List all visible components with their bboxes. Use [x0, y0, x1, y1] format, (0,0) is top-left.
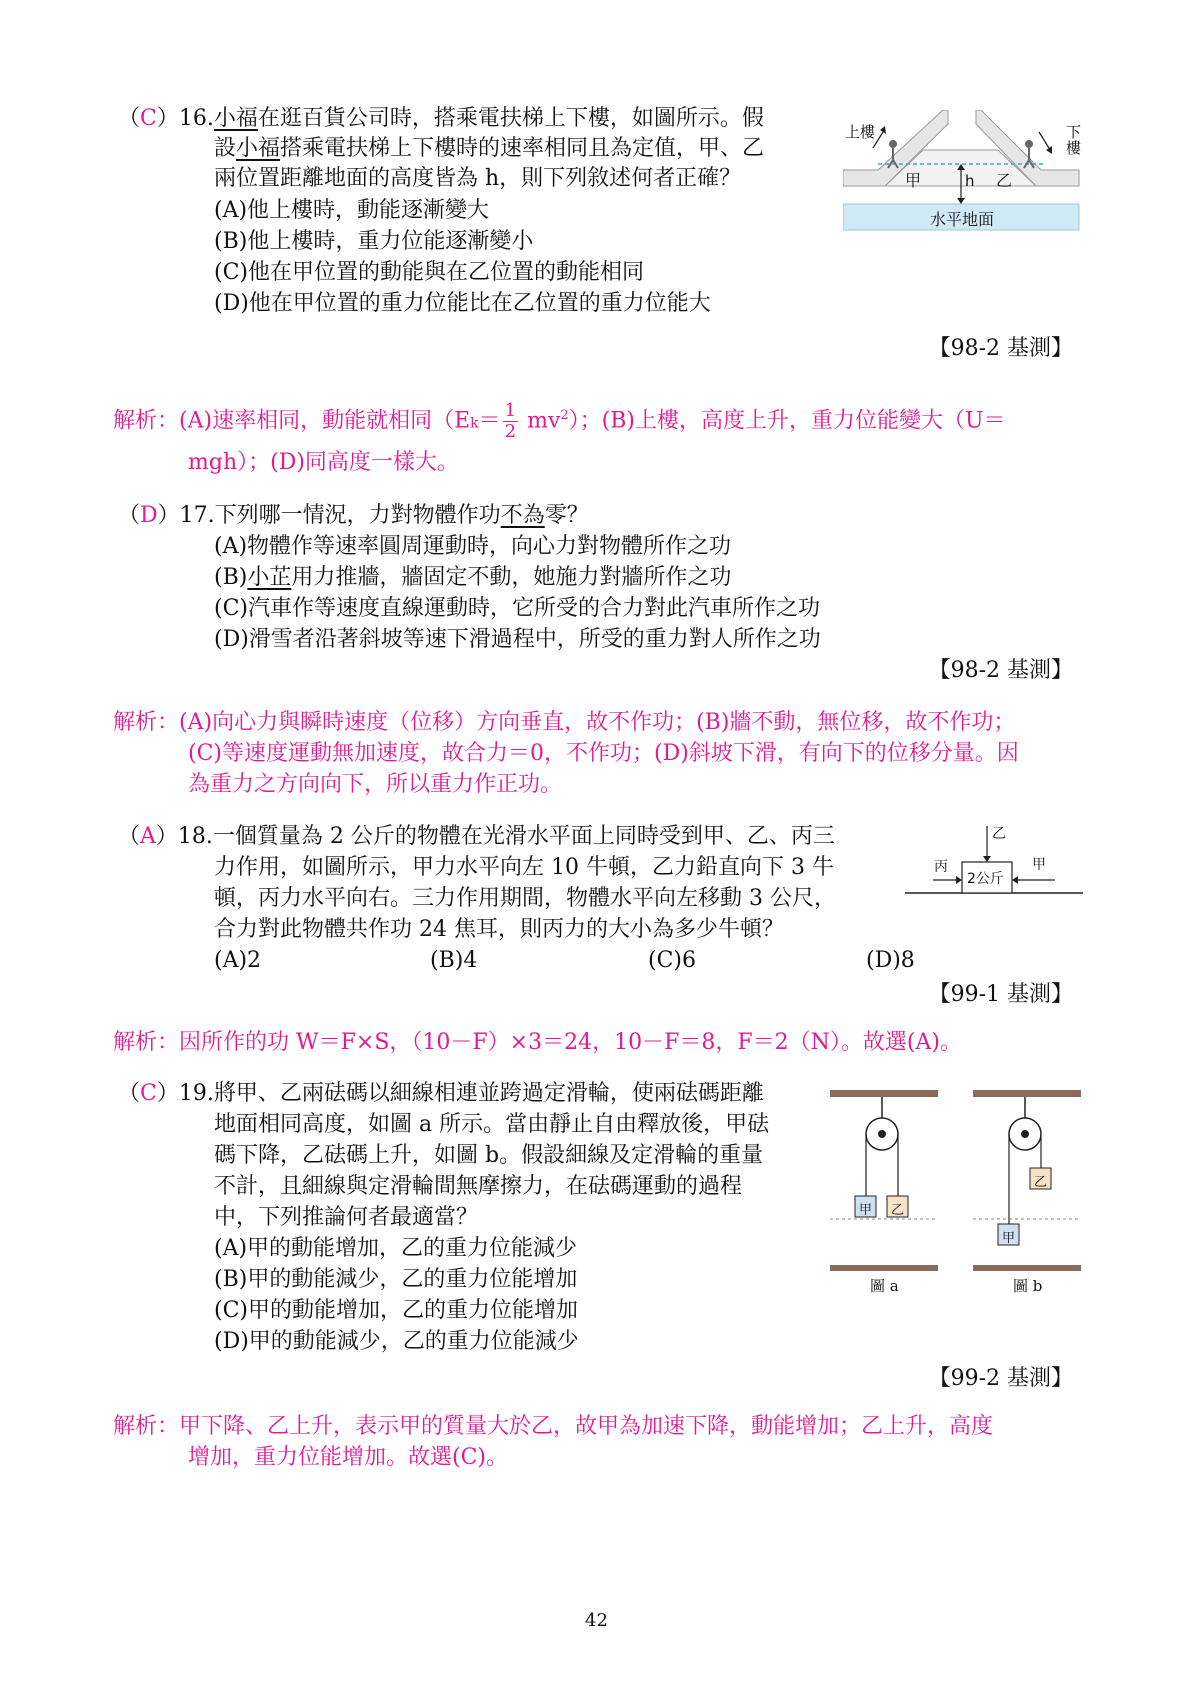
q19-fig-b-yi: 乙 — [1034, 1175, 1048, 1190]
q17-option-d: (D)滑雪者沿著斜坡等速下滑過程中，所受的重力對人所作之功 — [214, 627, 821, 652]
q18-option-d: (D)8 — [866, 948, 915, 973]
q18-option-b: (B)4 — [430, 948, 478, 973]
q18-analysis: 解析：因所作的功 W＝F×S，（10－F）×3＝24，10－F＝8，F＝2（N）。故選(A)。 — [113, 1030, 962, 1055]
q16-answer: C — [140, 106, 157, 131]
q16-fig-ground: 水平地面 — [930, 210, 995, 229]
q16-option-c: (C)他在甲位置的動能與在乙位置的動能相同 — [214, 260, 645, 285]
q16-name: 小福 — [213, 106, 258, 131]
q19-fig-a-yi: 乙 — [891, 1203, 905, 1218]
q17-answer: D — [140, 503, 158, 528]
q19-analysis-line2: 增加，重力位能增加。故選(C)。 — [188, 1445, 508, 1470]
q16-option-b: (B)他上樓時，重力位能逐漸變小 — [214, 229, 534, 254]
q19-stem-line1: （C）19.將甲、乙兩砝碼以細線相連並跨過定滑輪，使兩砝碼距離 — [118, 1081, 764, 1106]
q18-stem-line1: （A）18.一個質量為 2 公斤的物體在光滑水平面上同時受到甲、乙、丙三 — [118, 824, 835, 849]
q16-source: 【98-2 基測】 — [928, 336, 1073, 361]
q19-option-c: (C)甲的動能增加，乙的重力位能增加 — [214, 1298, 579, 1323]
q17-option-c: (C)汽車作等速度直線運動時，它所受的合力對此汽車所作之功 — [214, 596, 821, 621]
q19-option-d: (D)甲的動能減少，乙的重力位能減少 — [214, 1329, 579, 1354]
ceiling-a — [830, 1090, 938, 1097]
q16-number: 16. — [178, 106, 214, 131]
q18-option-a: (A)2 — [214, 948, 262, 973]
q16-up-label: 上樓 — [845, 123, 876, 141]
q18-answer: A — [140, 824, 156, 849]
q17-analysis-line1: 解析：(A)向心力與瞬時速度（位移）方向垂直，故不作功；(B)牆不動，無位移，故不作功； — [113, 710, 1016, 735]
q19-stem-line2: 地面相同高度，如圖 a 所示。當由靜止自由釋放後，甲砝 — [214, 1112, 770, 1137]
q18-fig-bing: 丙 — [934, 859, 948, 875]
q18-option-c: (C)6 — [648, 948, 696, 973]
q16-option-a: (A)他上樓時，動能逐漸變大 — [214, 198, 490, 223]
q19-option-b: (B)甲的動能減少，乙的重力位能增加 — [214, 1267, 578, 1292]
q16-fig-jia: 甲 — [905, 171, 922, 190]
q16-fig-h: h — [965, 172, 975, 190]
floor-b — [973, 1265, 1081, 1271]
q17-stem: （D）17.下列哪一情況，力對物體作功不為零？ — [118, 503, 589, 528]
q16-down-label: 下樓 — [1066, 123, 1082, 157]
q16-stem-line2: 設小福搭乘電扶梯上下樓時的速率相同且為定值，甲、乙 — [214, 136, 765, 161]
q19-fig-b-jia: 甲 — [1002, 1231, 1016, 1246]
q16-analysis-line2: mgh）；(D)同高度一樣大。 — [188, 450, 459, 475]
q16-analysis-line1: 解析：(A)速率相同，動能就相同（Ek＝ $\frac{1}{2}$ $mv^2$）；(B)上樓，高度上升，重力位能變大（U＝ — [113, 399, 1006, 442]
q18-source: 【99-1 基測】 — [928, 982, 1073, 1007]
q19-analysis-line1: 解析：甲下降、乙上升，表示甲的質量大於乙，故甲為加速下降，動能增加；乙上升，高度 — [113, 1414, 994, 1439]
q19-stem-line5: 中，下列推論何者最適當？ — [214, 1205, 479, 1230]
q16-fig-yi: 乙 — [996, 171, 1013, 190]
q16-stem-line3: 兩位置距離地面的高度皆為 h，則下列敘述何者正確？ — [214, 166, 742, 191]
q18-fig-jia: 甲 — [1032, 857, 1046, 873]
q16-option-d: (D)他在甲位置的重力位能比在乙位置的重力位能大 — [214, 291, 711, 316]
q18-fig-yi: 乙 — [992, 826, 1006, 842]
q17-analysis-line2: (C)等速度運動無加速度，故合力＝0，不作功；(D)斜坡下滑，有向下的位移分量。因 — [188, 741, 1019, 766]
q18-stem-line2: 力作用，如圖所示，甲力水平向左 10 牛頓，乙力鉛直向下 3 牛 — [214, 855, 834, 880]
page-number: 42 — [585, 1610, 608, 1631]
floor-a — [830, 1265, 938, 1271]
q19-stem-line4: 不計，且細線與定滑輪間無摩擦力，在砝碼運動的過程 — [214, 1174, 743, 1199]
q19-source: 【99-2 基測】 — [928, 1366, 1073, 1391]
q17-source: 【98-2 基測】 — [928, 658, 1073, 683]
q19-caption-a: 圖 a — [870, 1277, 899, 1295]
q18-fig-box: 2公斤 — [967, 871, 1004, 887]
q19-caption-b: 圖 b — [1013, 1277, 1043, 1295]
q17-option-b: (B)小芷用力推牆，牆固定不動，她施力對牆所作之功 — [214, 565, 732, 590]
q19-option-a: (A)甲的動能增加，乙的重力位能減少 — [214, 1236, 578, 1261]
ceiling-b — [973, 1090, 1081, 1097]
q17-analysis-line3: 為重力之方向向下，所以重力作正功。 — [188, 772, 563, 797]
q19-fig-a-jia: 甲 — [859, 1203, 873, 1218]
q17-option-a: (A)物體作等速率圓周運動時，向心力對物體所作之功 — [214, 534, 732, 559]
q16-stem-line1: （C）16.小福在逛百貨公司時，搭乘電扶梯上下樓，如圖所示。假 — [118, 106, 764, 131]
q18-stem-line4: 合力對此物體共作功 24 焦耳，則丙力的大小為多少牛頓？ — [214, 917, 784, 942]
q19-answer: C — [140, 1081, 157, 1106]
q18-stem-line3: 頓，丙力水平向右。三力作用期間，物體水平向左移動 3 公尺， — [214, 886, 836, 911]
q19-stem-line3: 碼下降，乙砝碼上升，如圖 b。假設細線及定滑輪的重量 — [214, 1143, 764, 1168]
